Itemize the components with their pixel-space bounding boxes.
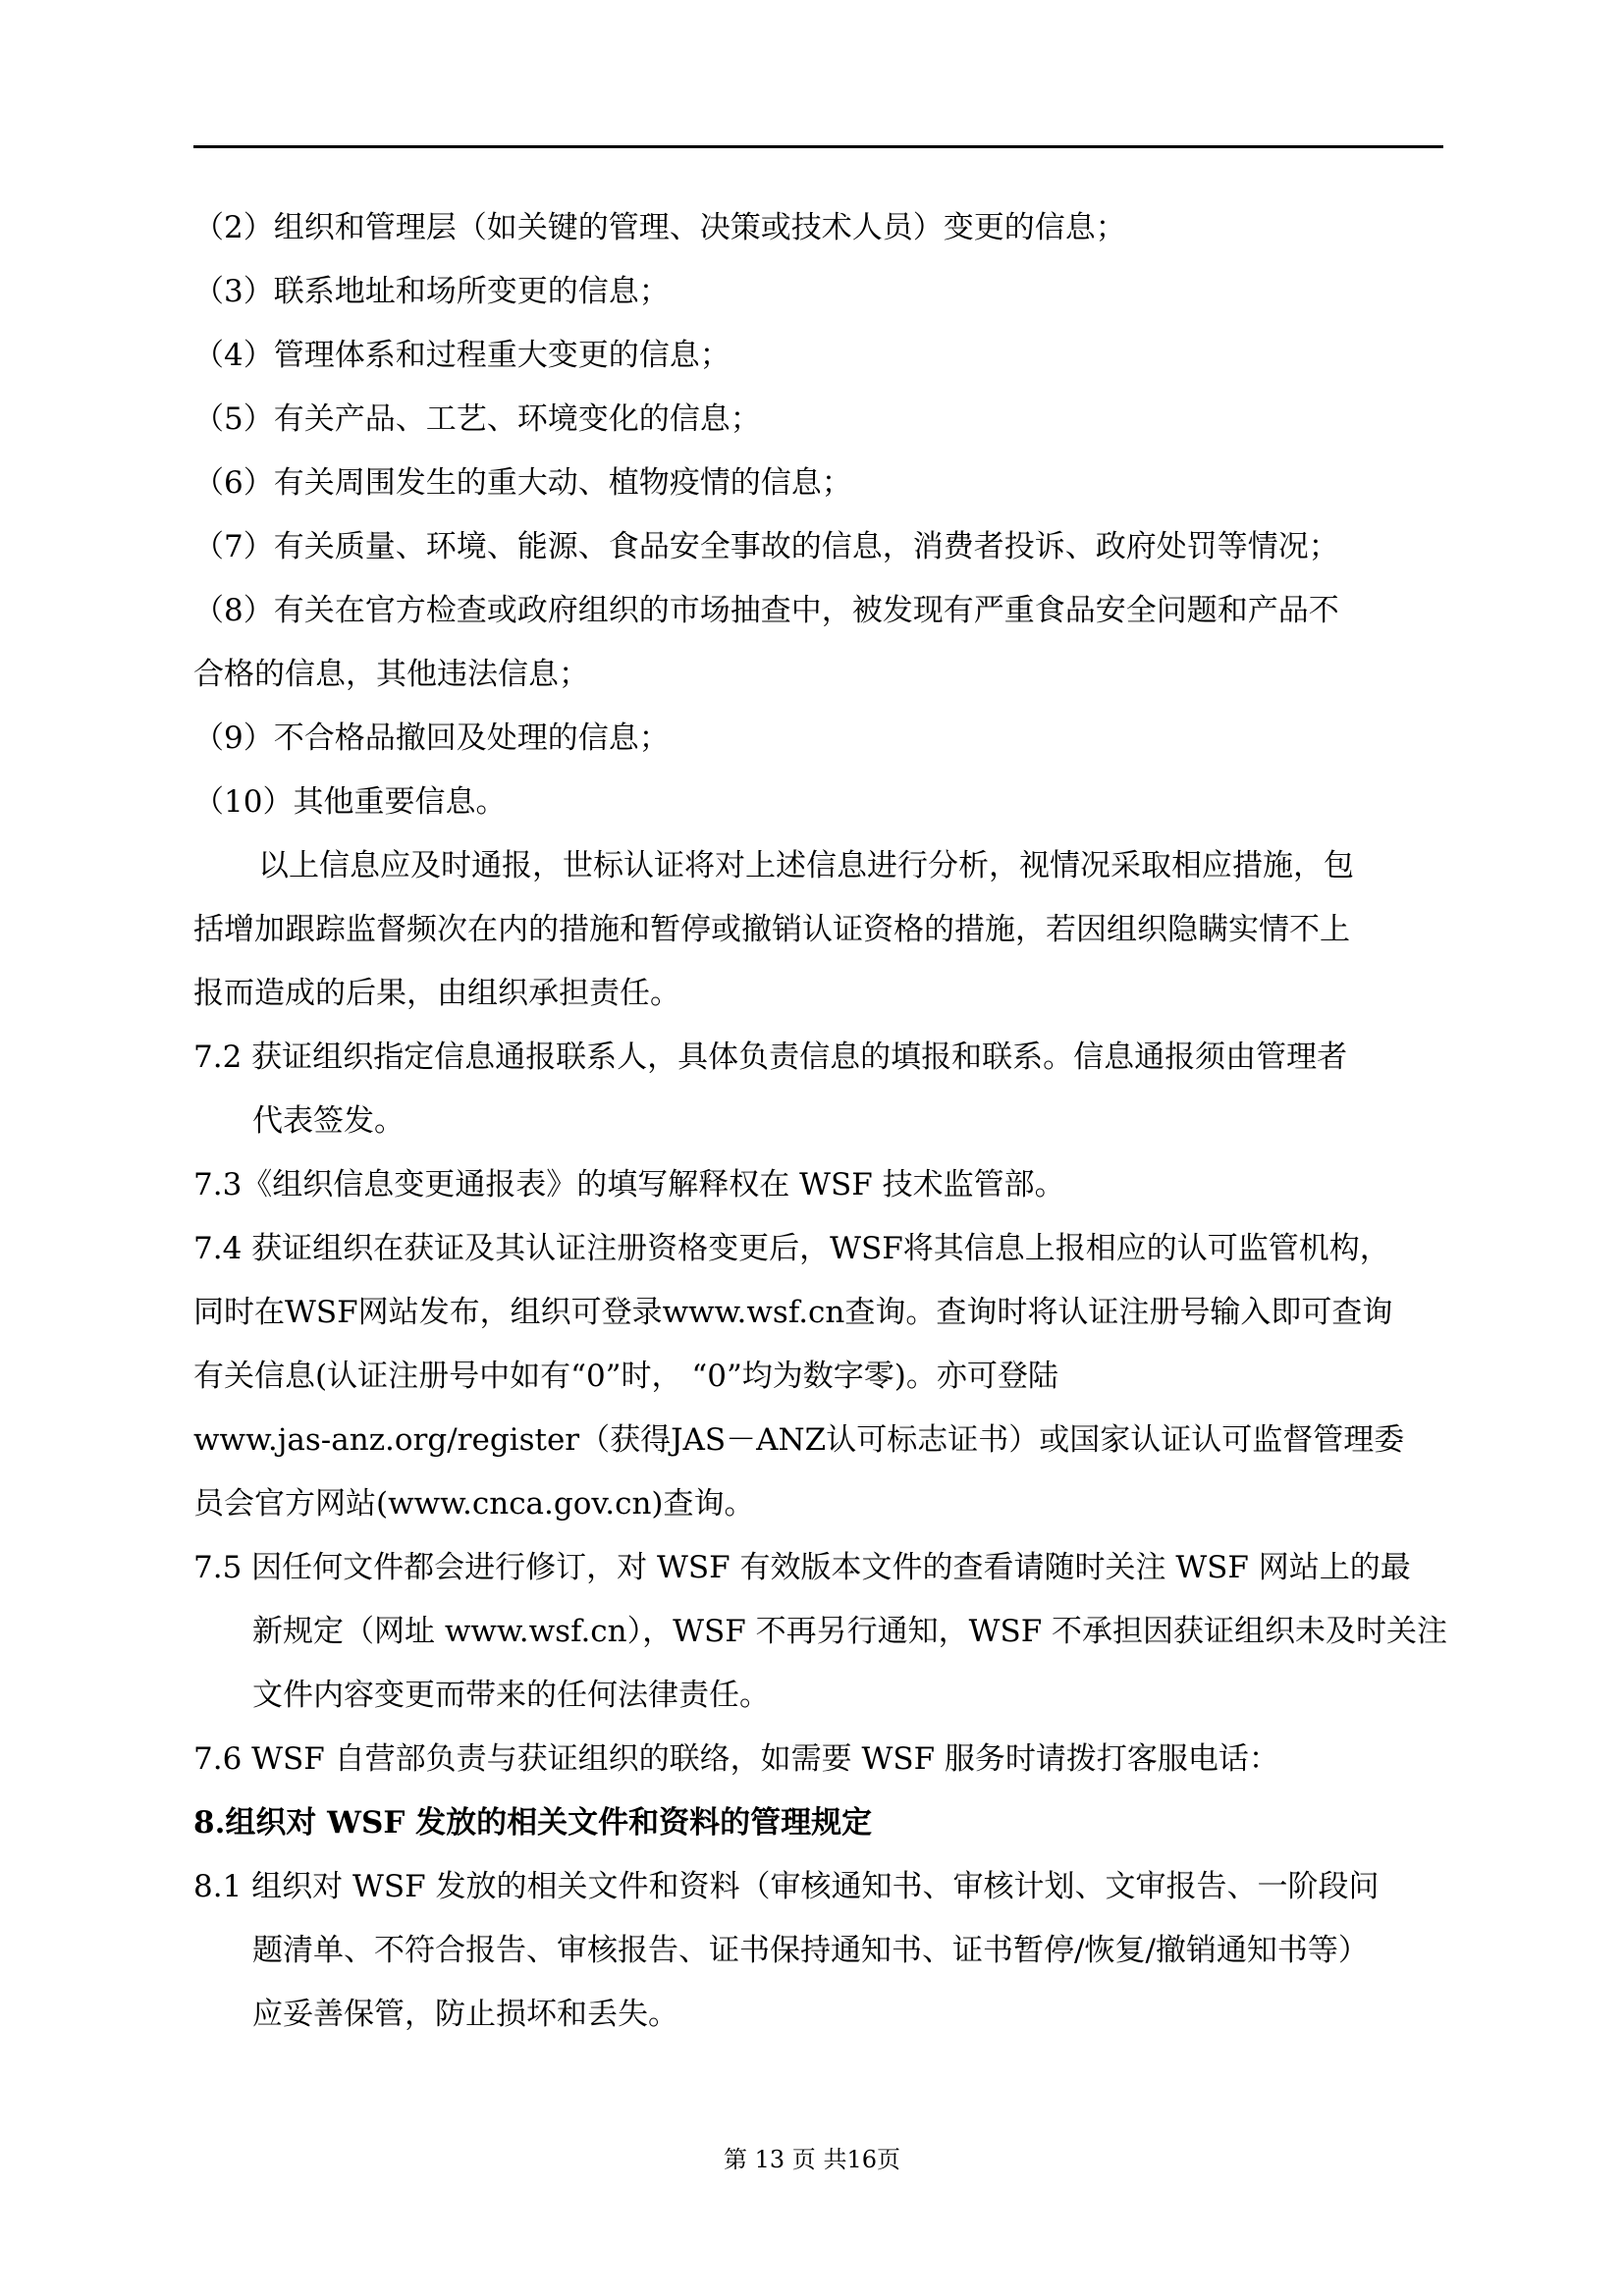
section-7-4-line-2: 同时在WSF网站发布，组织可登录www.wsf.cn查询。查询时将认证注册号输入即可查询 bbox=[193, 1295, 1393, 1330]
section-7-4-line-4: www.jas-anz.org/register（获得JAS－ANZ认可标志证书）或国家认证认可监督管理委 bbox=[193, 1422, 1405, 1458]
section-7-5: 7.5 因任何文件都会进行修订，对 WSF 有效版本文件的查看请随时关注 WSF 网站上的最 bbox=[193, 1550, 1411, 1585]
list-item-4: （4）管理体系和过程重大变更的信息； bbox=[193, 338, 731, 373]
section-7-4: 7.4 获证组织在获证及其认证注册资格变更后，WSF将其信息上报相应的认可监管机构， bbox=[193, 1231, 1390, 1266]
page-number: 第 13 页 共16页 bbox=[724, 2146, 900, 2173]
list-item-6: （6）有关周围发生的重大动、植物疫情的信息； bbox=[193, 465, 852, 501]
section-7-3: 7.3《组织信息变更通报表》的填写解释权在 WSF 技术监管部。 bbox=[193, 1167, 1065, 1202]
list-item-8: （8）有关在官方检查或政府组织的市场抽查中，被发现有严重食品安全问题和产品不 bbox=[193, 593, 1339, 628]
section-7-6: 7.6 WSF 自营部负责与获证组织的联络，如需要 WSF 服务时请拨打客服电话： bbox=[193, 1741, 1279, 1777]
list-item-7: （7）有关质量、环境、能源、食品安全事故的信息，消费者投诉、政府处罚等情况； bbox=[193, 529, 1339, 564]
list-item-10: （10）其他重要信息。 bbox=[193, 784, 507, 820]
section-7-5-line-2: 新规定（网址 www.wsf.cn），WSF 不再另行通知，WSF 不承担因获证组织未及时关注 bbox=[252, 1614, 1448, 1649]
header-rule bbox=[193, 145, 1443, 148]
list-item-9: （9）不合格品撤回及处理的信息； bbox=[193, 721, 670, 756]
list-item-3: （3）联系地址和场所变更的信息； bbox=[193, 274, 670, 309]
section-8-1-line-3: 应妥善保管，防止损坏和丢失。 bbox=[252, 1997, 678, 2032]
section-7-5-line-3: 文件内容变更而带来的任何法律责任。 bbox=[252, 1678, 770, 1713]
section-7-2-cont: 代表签发。 bbox=[252, 1103, 405, 1139]
section-7-4-line-5: 员会官方网站(www.cnca.gov.cn)查询。 bbox=[193, 1486, 755, 1522]
section-8-heading: 8.组织对 WSF 发放的相关文件和资料的管理规定 bbox=[193, 1805, 873, 1841]
summary-line-1: 以上信息应及时通报，世标认证将对上述信息进行分析，视情况采取相应措施，包 bbox=[258, 848, 1354, 883]
list-item-2: （2）组织和管理层（如关键的管理、决策或技术人员）变更的信息； bbox=[193, 210, 1126, 245]
list-item-8-cont: 合格的信息，其他违法信息； bbox=[193, 657, 589, 692]
summary-line-2: 括增加跟踪监督频次在内的措施和暂停或撤销认证资格的措施，若因组织隐瞒实情不上 bbox=[193, 912, 1350, 947]
summary-line-3: 报而造成的后果，由组织承担责任。 bbox=[193, 976, 680, 1011]
list-item-5: （5）有关产品、工艺、环境变化的信息； bbox=[193, 401, 761, 437]
section-7-4-line-3: 有关信息(认证注册号中如有“0”时， “0”均为数字零)。亦可登陆 bbox=[193, 1359, 1058, 1394]
section-8-1: 8.1 组织对 WSF 发放的相关文件和资料（审核通知书、审核计划、文审报告、一阶段问 bbox=[193, 1869, 1380, 1904]
section-8-1-line-2: 题清单、不符合报告、审核报告、证书保持通知书、证书暂停/恢复/撤销通知书等） bbox=[252, 1933, 1369, 1968]
section-7-2: 7.2 获证组织指定信息通报联系人，具体负责信息的填报和联系。信息通报须由管理者 bbox=[193, 1040, 1348, 1075]
